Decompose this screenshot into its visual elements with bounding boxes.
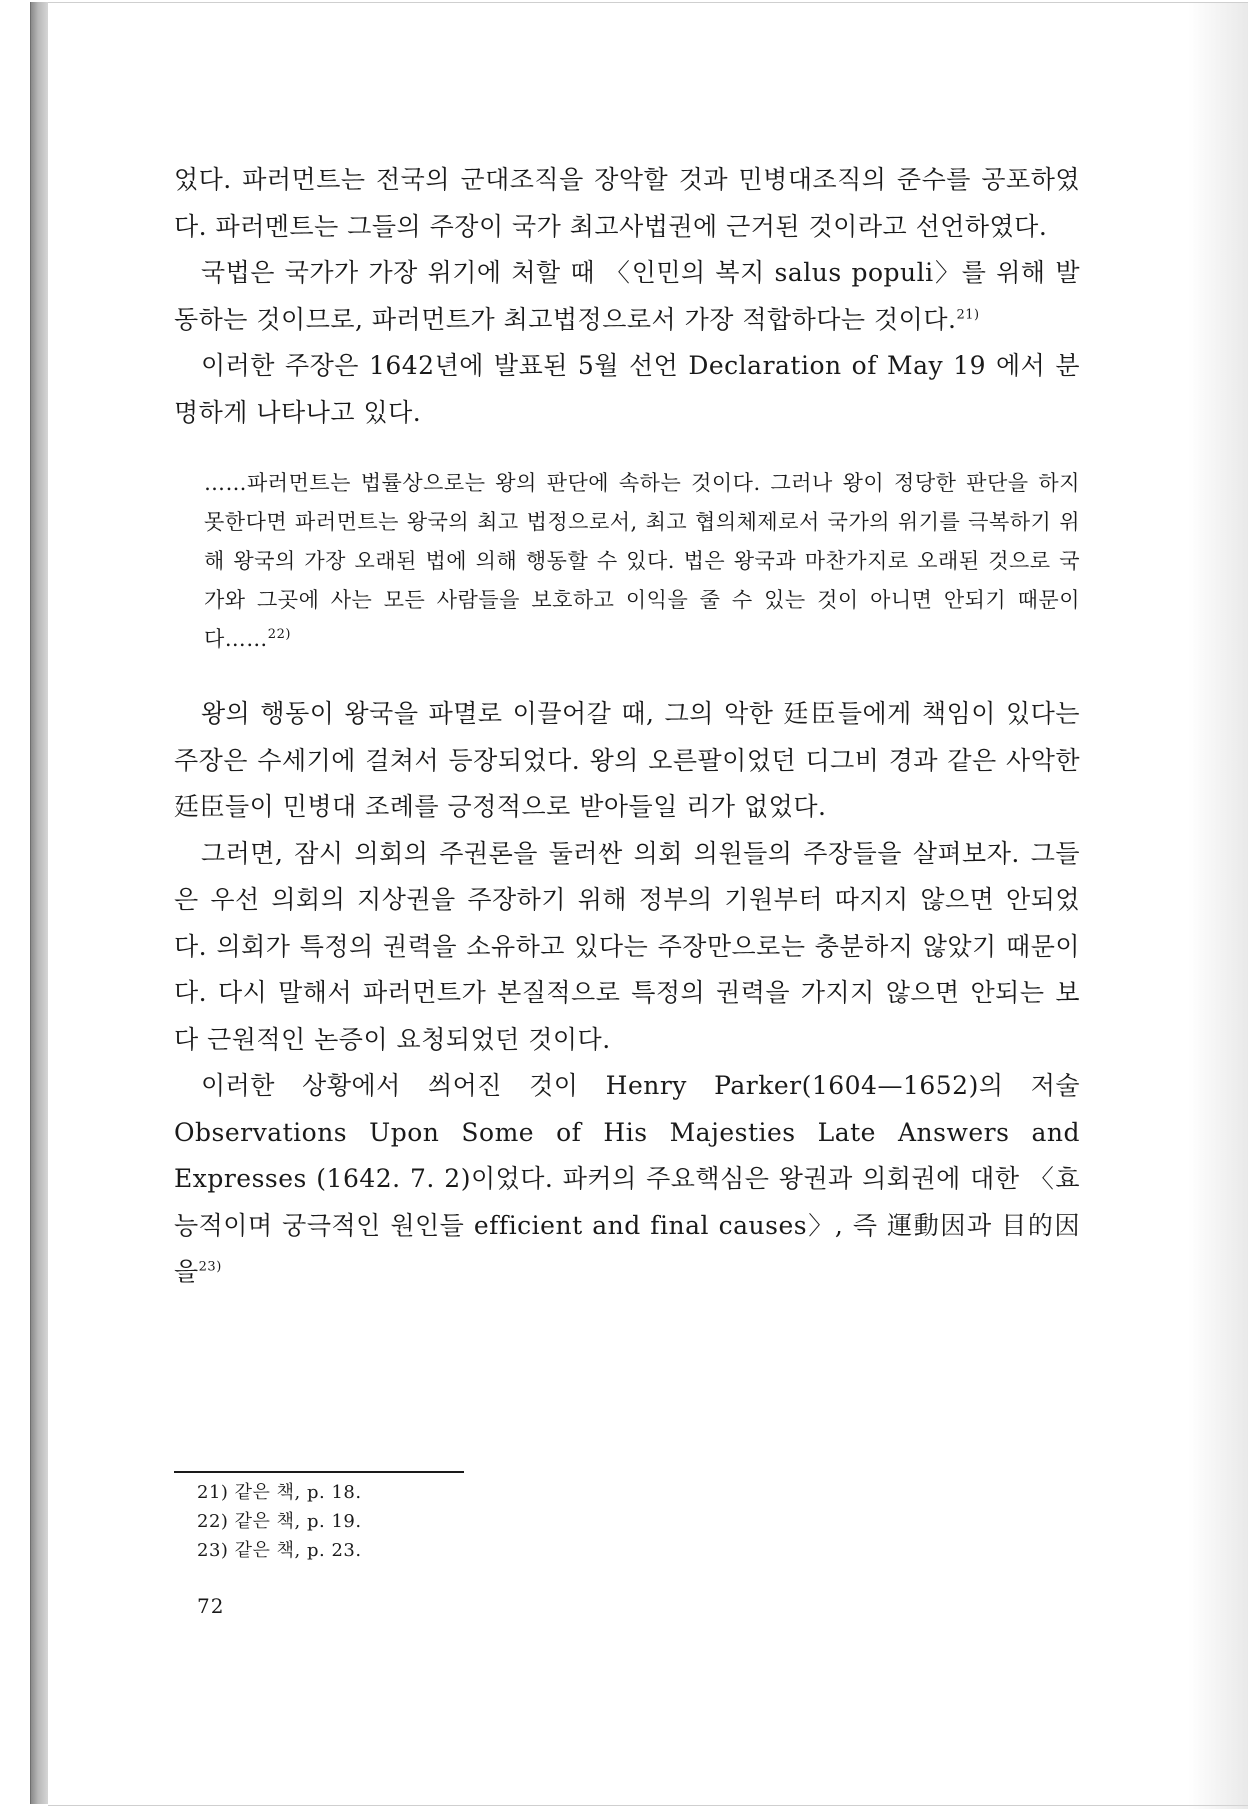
paragraph-parker: [174, 1063, 1080, 1296]
paragraph-text: 이러한 주장은 1642년에 발표된 5월 선언 Declaration of May 19 에서 분명하게 나타나고 있다.: [174, 351, 1080, 427]
footnotes: [197, 1478, 362, 1565]
paragraph-courtiers: [174, 691, 1080, 831]
paragraph-national-law: [174, 250, 1080, 343]
page-shadow: [1188, 3, 1248, 1809]
paragraph-text: 이러한 상황에서 씌어진 것이 Henry Parker(1604—1652)의 저술 Observations Upon Some of His Majesties Late Answers and Expresses (1642. 7. 2)이었다. 파커의 주요핵심은 왕권과 의회권에 대한 〈효능적이며 궁극적인 원인들 efficient and final causes〉, 즉 運動因과 目的因을: [174, 1071, 1080, 1286]
paragraph-declaration: [174, 343, 1080, 436]
quote-text: ……파러먼트는 법률상으로는 왕의 판단에 속하는 것이다. 그러나 왕이 정당한 판단을 하지 못한다면 파러먼트는 왕국의 최고 법정으로서, 최고 협의체제로서 국가의 위기를 극복하기 위해 왕국의 가장 오래된 법에 의해 행동할 수 있다. 법은 왕국과 마찬가지로 오래된 것으로 국가와 그곳에 사는 모든 사람들을 보호하고 이익을 줄 수 있는 것이 아니면 안되기 때문이다……: [204, 471, 1080, 651]
paragraph-text: 그러면, 잠시 의회의 주권론을 둘러싼 의회 의원들의 주장들을 살펴보자. 그들은 우선 의회의 지상권을 주장하기 위해 정부의 기원부터 따지지 않으면 안되었다. 의회가 특정의 권력을 소유하고 있다는 주장만으로는 충분하지 않았기 때문이다. 다시 말해서 파러먼트가 본질적으로 특정의 권력을 가지지 않으면 안되는 보다 근원적인 논증이 요청되었던 것이다.: [174, 838, 1080, 1054]
block-quote: [204, 464, 1080, 659]
footnote-21: 21) 같은 책, p. 18.: [197, 1482, 362, 1503]
footnote-22: 22) 같은 책, p. 19.: [197, 1511, 362, 1532]
page-body: [174, 157, 1080, 1296]
footnote-23: 23) 같은 책, p. 23.: [197, 1540, 362, 1561]
paragraph-continuation: [174, 157, 1080, 250]
page-number: 72: [197, 1594, 225, 1618]
footnote-ref: 21): [956, 307, 980, 323]
paragraph-text: 었다. 파러먼트는 전국의 군대조직을 장악할 것과 민병대조직의 준수를 공포하였다. 파러멘트는 그들의 주장이 국가 최고사법권에 근거된 것이라고 선언하였다.: [174, 165, 1080, 241]
book-spine-edge: [30, 2, 49, 1804]
paragraph-text: 국법은 국가가 가장 위기에 처할 때 〈인민의 복지 salus populi〉를 위해 발동하는 것이므로, 파러먼트가 최고법정으로서 가장 적합하다는 것이다.: [174, 258, 1080, 334]
footnote-ref: 23): [198, 1259, 222, 1275]
paragraph-sovereignty: [174, 831, 1080, 1064]
footnote-divider: [174, 1471, 464, 1473]
footnote-ref: 22): [267, 627, 291, 642]
paragraph-text: 왕의 행동이 왕국을 파멸로 이끌어갈 때, 그의 악한 廷臣들에게 책임이 있다는 주장은 수세기에 걸쳐서 등장되었다. 왕의 오른팔이었던 디그비 경과 같은 사악한 廷臣들이 민병대 조례를 긍정적으로 받아들일 리가 없었다.: [174, 699, 1080, 821]
